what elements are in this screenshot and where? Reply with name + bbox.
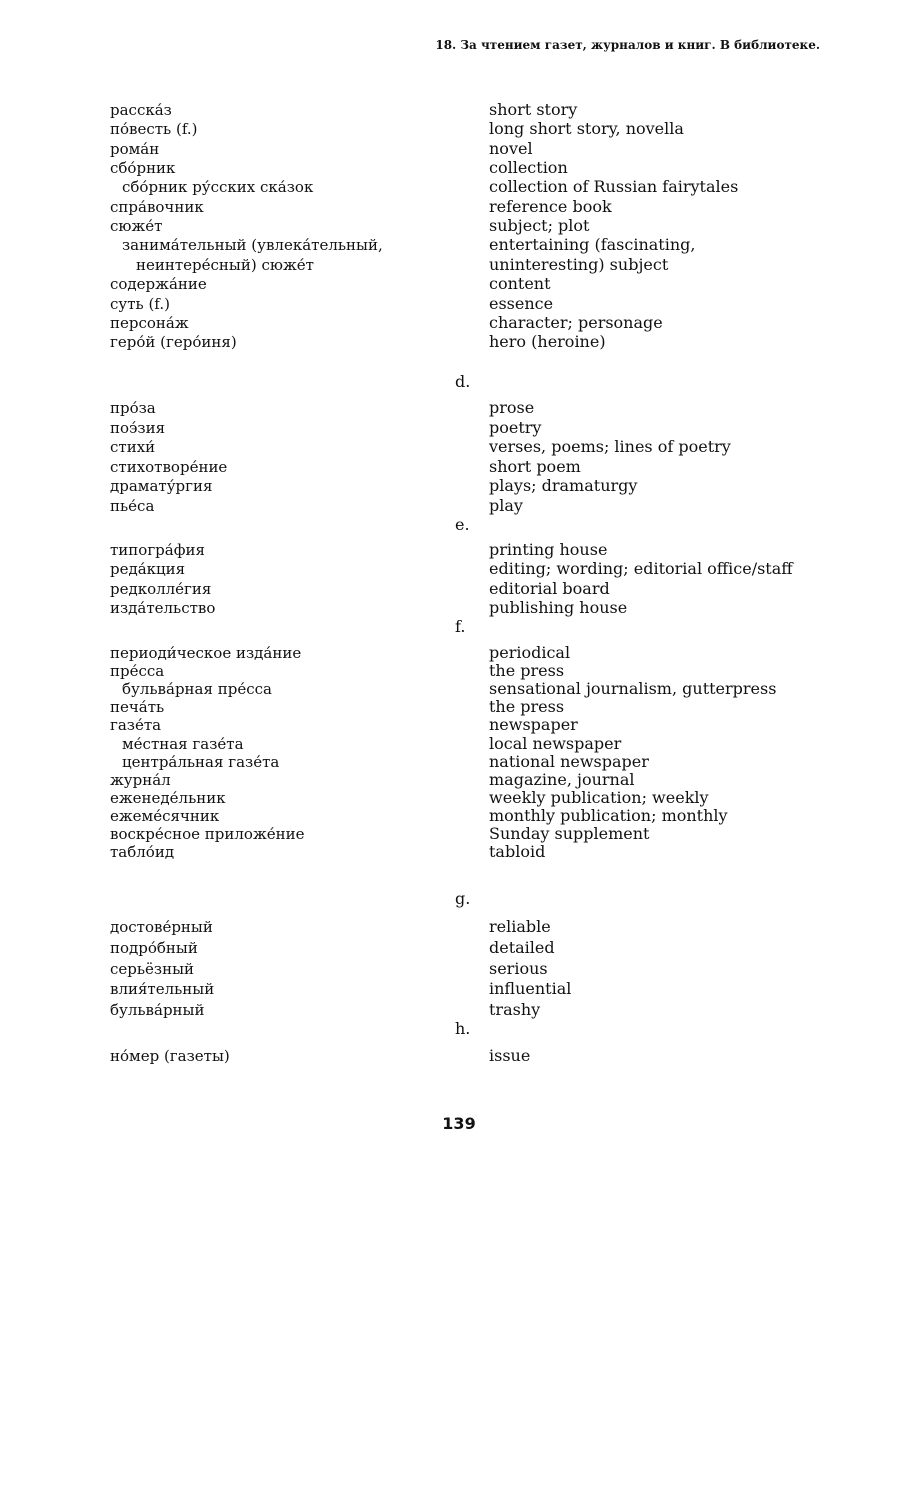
english-translation: novel <box>489 138 533 158</box>
russian-term: бульва́рная пре́сса <box>122 680 272 699</box>
english-translation: the press <box>489 661 565 681</box>
russian-term: серьёзный <box>110 959 195 978</box>
russian-term: еженеде́льник <box>110 788 226 807</box>
russian-term: сбо́рник ру́сских ска́зок <box>122 178 314 197</box>
english-translation: poetry <box>489 417 542 437</box>
english-translation: character; personage <box>489 312 663 332</box>
section-letter-f: f. <box>455 617 466 636</box>
russian-term: по́весть (f.) <box>110 120 198 139</box>
english-translation: trashy <box>489 1000 541 1020</box>
section-letter-g: g. <box>455 889 471 908</box>
russian-term: содержа́ние <box>110 275 207 294</box>
russian-term: центра́льная газе́та <box>122 752 280 771</box>
russian-term: неинтере́сный) сюже́т <box>136 255 314 274</box>
english-translation: short story <box>489 100 578 119</box>
english-translation: hero (heroine) <box>489 332 606 352</box>
english-translation: collection <box>489 158 568 178</box>
russian-term: влия́тельный <box>110 980 215 999</box>
russian-term: драмату́ргия <box>110 477 213 495</box>
russian-term: подро́бный <box>110 938 198 957</box>
english-translation: essence <box>489 293 554 313</box>
russian-term: занима́тельный (увлека́тельный, <box>122 236 383 255</box>
english-translation: the press <box>489 697 565 717</box>
russian-term: персона́ж <box>110 313 189 332</box>
english-translation: weekly publication; weekly <box>489 787 709 807</box>
russian-term: суть (f.) <box>110 294 170 313</box>
english-translation: issue <box>489 1046 531 1065</box>
russian-term: редколле́гия <box>110 579 212 598</box>
english-translation: editing; wording; editorial office/staff <box>489 559 793 579</box>
english-translation: tabloid <box>489 842 546 862</box>
english-translation: local newspaper <box>489 733 622 753</box>
russian-term: воскре́сное приложе́ние <box>110 825 305 843</box>
page-number: 139 <box>442 1114 476 1133</box>
russian-term: реда́кция <box>110 560 186 579</box>
russian-term: пре́сса <box>110 662 165 681</box>
russian-term: газе́та <box>110 716 162 735</box>
russian-term: журна́л <box>110 770 171 789</box>
russian-term: достове́рный <box>110 918 213 936</box>
english-translation: monthly publication; monthly <box>489 805 728 825</box>
russian-term: типогра́фия <box>110 541 205 559</box>
russian-term: спра́вочник <box>110 197 204 216</box>
russian-term: расска́з <box>110 101 172 119</box>
english-translation: influential <box>489 979 572 999</box>
english-translation: uninteresting) subject <box>489 254 669 274</box>
english-translation: short poem <box>489 456 581 476</box>
english-translation: content <box>489 274 551 294</box>
english-translation: reference book <box>489 196 612 216</box>
section-letter-h: h. <box>455 1019 471 1038</box>
russian-term: табло́ид <box>110 843 175 862</box>
russian-term: печа́ть <box>110 698 165 717</box>
russian-term: рома́н <box>110 139 160 158</box>
russian-term: изда́тельство <box>110 599 216 618</box>
section-letter-e: e. <box>455 515 470 534</box>
russian-term: периоди́ческое изда́ние <box>110 644 302 662</box>
english-translation: magazine, journal <box>489 769 635 789</box>
english-translation: Sunday supplement <box>489 824 650 843</box>
english-translation: subject; plot <box>489 216 590 236</box>
section-letter-d: d. <box>455 372 471 391</box>
russian-term: стихи́ <box>110 438 156 456</box>
english-translation: long short story, novella <box>489 119 684 139</box>
english-translation: periodical <box>489 643 571 662</box>
russian-term: бульва́рный <box>110 1001 205 1020</box>
russian-term: поэ́зия <box>110 418 166 437</box>
russian-term: сюже́т <box>110 217 163 236</box>
russian-term: но́мер (газеты) <box>110 1047 230 1065</box>
english-translation: newspaper <box>489 715 578 735</box>
english-translation: publishing house <box>489 598 628 618</box>
english-translation: serious <box>489 958 548 978</box>
english-translation: reliable <box>489 917 551 936</box>
english-translation: entertaining (fascinating, <box>489 235 696 255</box>
russian-term: ме́стная газе́та <box>122 734 244 753</box>
english-translation: national newspaper <box>489 751 649 771</box>
english-translation: printing house <box>489 540 608 559</box>
english-translation: verses, poems; lines of poetry <box>489 437 731 456</box>
english-translation: plays; dramaturgy <box>489 476 638 495</box>
russian-term: про́за <box>110 399 156 417</box>
english-translation: detailed <box>489 937 555 957</box>
russian-term: пье́са <box>110 496 155 515</box>
running-header: 18. За чтением газет, журналов и книг. В библиотеке. <box>435 38 820 52</box>
russian-term: стихотворе́ние <box>110 457 228 476</box>
english-translation: sensational journalism, gutterpress <box>489 679 777 699</box>
russian-term: ежеме́сячник <box>110 806 220 825</box>
english-translation: editorial board <box>489 578 610 598</box>
english-translation: prose <box>489 398 535 417</box>
russian-term: сбо́рник <box>110 159 176 178</box>
english-translation: collection of Russian fairytales <box>489 177 739 197</box>
russian-term: геро́й (геро́иня) <box>110 333 237 352</box>
english-translation: play <box>489 495 523 515</box>
